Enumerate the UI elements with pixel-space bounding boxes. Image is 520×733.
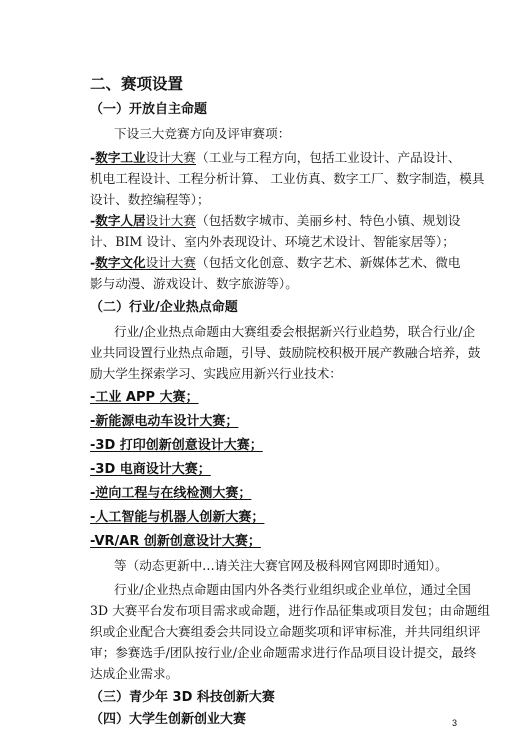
paragraph-line: 行业/企业热点命题由大赛组委会根据新兴行业趋势，联合行业/企	[114, 324, 476, 339]
paragraph-line: 3D 大赛平台发布项目需求或命题，进行作品征集或项目发包；由命题组	[90, 603, 490, 618]
track-item: -新能源电动车设计大赛；	[90, 414, 239, 429]
item-description: （工业与工程方向，包括工业设计、产品设计、	[195, 150, 461, 165]
paragraph-line: 达成企业需求。	[90, 666, 179, 681]
subheading-youth-3d: （三）青少年 3D 科技创新大赛	[90, 690, 275, 705]
item-prefix: -	[90, 213, 96, 228]
list-item-digital-culture	[90, 255, 460, 271]
paragraph-line: 励大学生探索学习、实践应用新兴行业技术：	[90, 366, 342, 381]
list-item-digital-habitat	[90, 213, 460, 229]
paragraph-line: 织或企业配合大赛组委会共同设立命题奖项和评审标准，并共同组织评	[90, 624, 481, 639]
item-description: （包括数字城市、美丽乡村、特色小镇、规划设	[195, 213, 461, 228]
intro-text: 下设三大竞赛方向及评审赛项：	[114, 126, 291, 141]
track-item: -VR/AR 创新创意设计大赛；	[90, 534, 261, 549]
list-item-line: 影与动漫、游戏设计、数字旅游等）。	[90, 276, 298, 291]
list-item-line: 机电工程设计、工程分析计算、 工业仿真、数字工厂、数字制造，模具	[90, 171, 485, 186]
paragraph-line: 业共同设置行业热点命题，引导、鼓励院校积极开展产教融合培养，鼓	[90, 345, 481, 360]
track-item: -3D 电商设计大赛；	[90, 462, 211, 477]
list-item-digital-industry	[90, 150, 460, 166]
track-item: -逆向工程与在线检测大赛；	[90, 486, 252, 501]
item-name: 数字人居	[95, 213, 146, 228]
list-item-line: 计、BIM 设计、室内外表现设计、环境艺术设计、智能家居等）；	[90, 234, 455, 249]
track-item: -人工智能与机器人创新大赛；	[90, 510, 265, 525]
item-name: 数字文化	[95, 255, 146, 270]
item-suffix: 设计大赛	[145, 255, 196, 270]
update-note: 等（动态更新中…请关注大赛官网及极科网官网即时通知）。	[114, 558, 448, 573]
item-name: 数字工业	[95, 150, 146, 165]
item-prefix: -	[90, 150, 96, 165]
track-item: -3D 打印创新创意设计大赛；	[90, 438, 263, 453]
item-suffix: 设计大赛	[145, 213, 196, 228]
section-heading: 二、赛项设置	[90, 75, 184, 93]
item-prefix: -	[90, 255, 96, 270]
subheading-college-startup: （四）大学生创新创业大赛	[90, 712, 247, 727]
list-item-line: 设计、数控编程等）；	[90, 192, 210, 207]
paragraph-line: 行业/企业热点命题由国内外各类行业组织或企业单位，通过全国	[114, 582, 471, 597]
track-item: -工业 APP 大赛；	[90, 390, 199, 405]
page-number: 3	[452, 718, 458, 728]
paragraph-line: 审；参赛选手/团队按行业/企业命题需求进行作品项目设计提交，最终	[90, 645, 477, 660]
item-description: （包括文化创意、数字艺术、新媒体艺术、微电	[195, 255, 461, 270]
item-suffix: 设计大赛	[145, 150, 196, 165]
subheading-open-topics: （一）开放自主命题	[90, 102, 208, 117]
subheading-industry-topics: （二）行业/企业热点命题	[90, 300, 238, 315]
